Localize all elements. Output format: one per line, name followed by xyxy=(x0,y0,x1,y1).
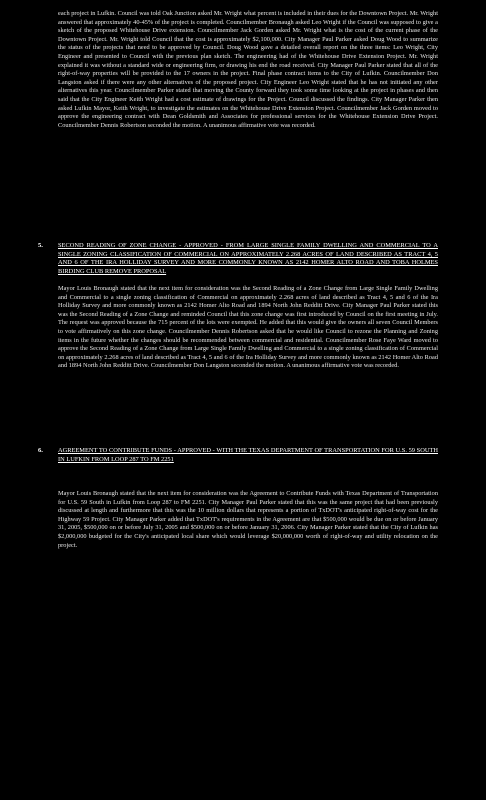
item-5-paragraph: Mayor Louis Bronaugh stated that the next item for consideration was the Second Reading of a Zone Change from Large Single Family Dwelling and Commercial to a single zoning classification of Commercial on approximately 2.268 acres of land described as Tract 4, 5 and 6 of the Ira Holliday Survey and more commonly known as 2142 Homer Alto Road and 1894 North John Redditt Drive. City Manager Paul Parker stated this was the Second Reading of a Zone Change and reminded Council that this zone change was first introduced by Council on the first meeting in July. The request was approved because the 715 percent of the lots were exempted. He added that this would give the owners all seven Council Members to vote affirmatively on this zone change. Councilmember Dennis Robertson asked that he would like Council to rezone the Planning and Zoning items in the future whether the changes should be recommended between commercial and residential. Councilmember Rose Faye Ward moved to approve the Second Reading of a Zone Change from Large Single Family Dwelling and Commercial to a single zoning classification of Commercial on approximately 2.268 acres of land described as Tract 4, 5 and 6 of the Ira Holliday Survey and more commonly known as 2142 Homer Alto Road and 1894 North John Redditt Drive. Councilmember Don Langston seconded the motion. A unanimous affirmative vote was recorded. xyxy=(58,285,438,370)
minutes-paragraph-1: each project in Lufkin. Council was told Oak Junction asked Mr. Wright what percent is included in their dues for the Downtown Project. Mr. Wright answered that approximately 40-45% of the project is completed. Councilmember Bronaugh asked Leo Wright if the Council was supposed to give a sketch of the proposed Whitehouse Drive extension. Councilmember Jack Gorden asked Mr. Wright what is the cost of the current phase of the Downtown Project. Mr. Wright told Council that the cost is approximately $2,100,000. City Manager Paul Parker asked Doug Wood to summarize the status of the projects that need to be approved by Council. Doug Wood gave a detailed overall report on the three items: Leo Wright, City Engineer and presented to Council with the previous plan sketch. The engineering had of the Whitehouse Drive Extension Project. Mr. Wright explained it was without a standard wide or engineering firm, or drawing his end the road received. City Manager Paul Parker stated that all of the right-of-way properties will be provided to the 17 owners in the project. Final phase contract items to the City of Lufkin. Councilmember Don Langston asked if there were any other alternatives of the proposed project. City Engineer Leo Wright stated that he has not initiated any other alternatives this year. Councilmember Parker stated that moving the County forward they took some time looking at the project in phases and then said that the City Engineer Keith Wright had a cost estimate of drawings for the Project. Council discussed the findings. City Manager Parker then asked Lufkin Mayor, Keith Wright, to investigate the estimates on the Whitehouse Drive Extension Project. Councilmember Jack Gorden moved to approve the engineering contract with Dean Goldsmith and Associates for professional services for the Whitehouse Extension Drive Project. Councilmember Dennis Robertson seconded the motion. A unanimous affirmative vote was recorded. xyxy=(58,10,438,129)
item-5-number: 5. xyxy=(38,242,43,249)
item-6-number: 6. xyxy=(38,447,43,454)
item-6-paragraph: Mayor Louis Bronaugh stated that the next item for consideration was the Agreement to Contribute Funds with Texas Department of Transportation for U.S. 59 South in Lufkin from Loop 287 to FM 2251. City Manager Paul Parker stated that this was the same project that had been previously discussed at length and furthermore that this was the 10 million dollars that represents a portion of TxDOT's anticipated right-of-way cost for the Highway 59 Project. City Manager Parker added that TxDOT's requirements in the Agreement are that $500,000 would be due on or before January 31, 2005, $500,000 on or before July 31, 2005 and $500,000 on or before January 31, 2006. City Manager Parker stated that the City of Lufkin has $2,000,000 budgeted for the City's anticipated local share which would leverage $20,000,000 worth of right-of-way and utility relocation on the project. xyxy=(58,490,438,549)
item-6-heading: AGREEMENT TO CONTRIBUTE FUNDS - APPROVED - WITH THE TEXAS DEPARTMENT OF TRANSPORTATION FOR U.S. 59 SOUTH IN LUFKIN FROM LOOP 287 TO FM 2251 xyxy=(58,447,438,463)
item-5-heading: SECOND READING OF ZONE CHANGE - APPROVED - FROM LARGE SINGLE FAMILY DWELLING AND COMMERCIAL TO A SINGLE ZONING CLASSIFICATION OF COMMERCIAL ON APPROXIMATELY 2.268 ACRES OF LAND DESCRIBED AS TRACT 4, 5 AND 6 OF THE IRA HOLLIDAY SURVEY AND MORE COMMONLY KNOWN AS 2142 HOMER ALTO ROAD AND TOBA HOLMES BIRDING CLUB REMOVE PROPOSAL xyxy=(58,242,438,275)
